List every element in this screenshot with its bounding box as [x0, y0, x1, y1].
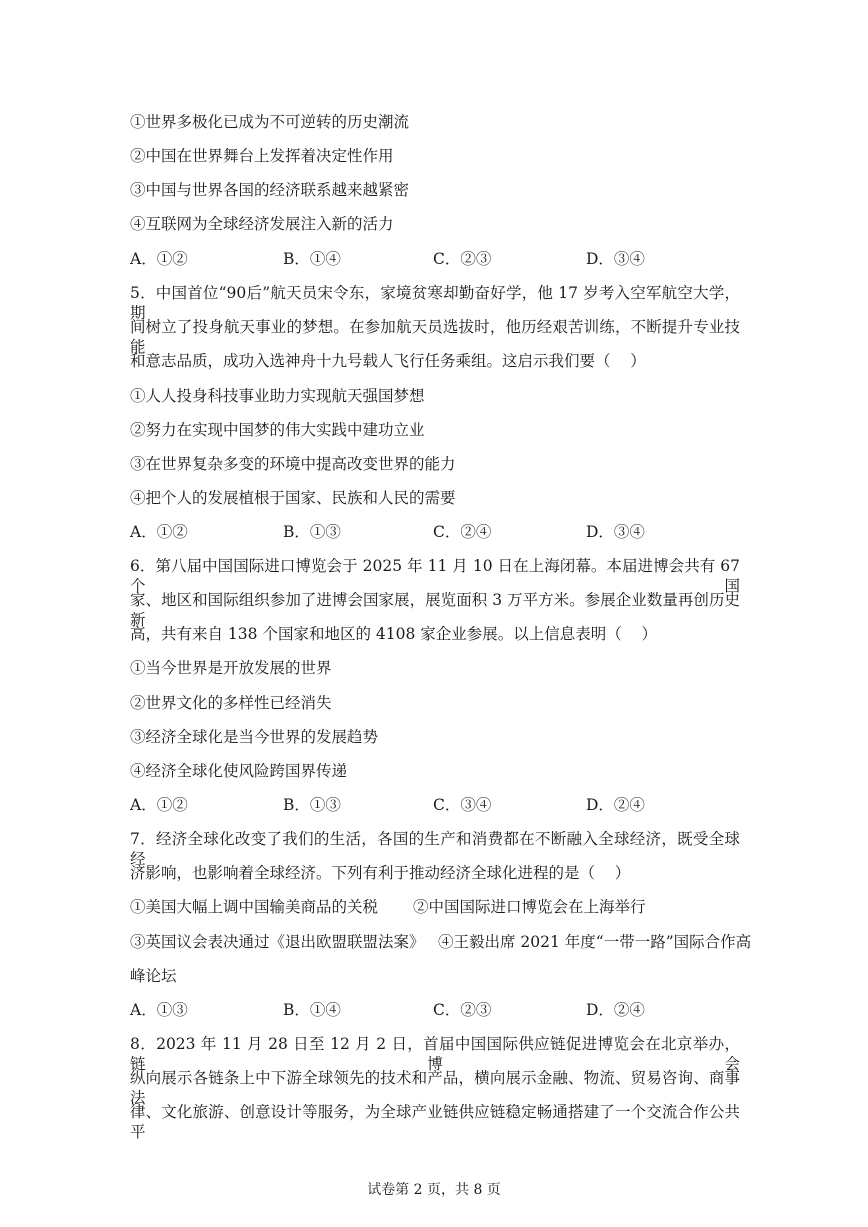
q4-item-1: ①世界多极化已成为不可逆转的历史潮流 [130, 113, 410, 131]
q4-item-4: ④互联网为全球经济发展注入新的活力 [130, 215, 394, 233]
q5-item-4: ④把个人的发展植根于国家、民族和人民的需要 [130, 489, 456, 507]
q5-stem-line-1: 5．中国首位“90后”航天员宋令东，家境贫寒却勤奋好学，他 17 岁考入空军航空大学，期 [130, 284, 740, 322]
q7-item-4: ④王毅出席 2021 年度“一带一路”国际合作高 [438, 933, 752, 951]
q8-stem-line-3: 律、文化旅游、创意设计等服务，为全球产业链供应链稳定畅通搭建了一个交流合作公共平 [130, 1103, 740, 1141]
q5-item-2: ②努力在实现中国梦的伟大实践中建功立业 [130, 421, 425, 439]
q7-item-4-continued: 峰论坛 [130, 967, 177, 985]
q5-stem-line-2: 间树立了投身航天事业的梦想。在参加航天员选拔时，他历经艰苦训练，不断提升专业技能 [130, 318, 740, 356]
q6-item-2: ②世界文化的多样性已经消失 [130, 694, 332, 712]
page-footer: 试卷第 2 页，共 8 页 [367, 1182, 501, 1198]
q7-option-a: A．①③ [130, 1001, 188, 1019]
q4-option-d: D．③④ [586, 250, 645, 268]
q5-item-1: ①人人投身科技事业助力实现航天强国梦想 [130, 387, 425, 405]
q5-option-b: B．①③ [283, 523, 341, 541]
q7-item-1: ①美国大幅上调中国输美商品的关税 [130, 898, 379, 916]
q8-stem-line-2: 纵向展示各链条上中下游全球领先的技术和产品，横向展示金融、物流、贸易咨询、商事法 [130, 1069, 740, 1107]
q7-stem-line-1: 7．经济全球化改变了我们的生活，各国的生产和消费都在不断融入全球经济，既受全球经 [130, 830, 740, 868]
q6-stem-line-1: 6．第八届中国国际进口博览会于 2025 年 11 月 10 日在上海闭幕。本届进博会共有 67 个国 [130, 557, 740, 595]
q7-item-3: ③英国议会表决通过《退出欧盟联盟法案》 [130, 933, 425, 951]
q4-item-3: ③中国与世界各国的经济联系越来越紧密 [130, 181, 410, 199]
q5-option-c: C．②④ [433, 523, 492, 541]
q5-stem-line-3: 和意志品质，成功入选神舟十九号载人飞行任务乘组。这启示我们要（ ） [130, 352, 646, 370]
q7-item-2: ②中国国际进口博览会在上海举行 [413, 898, 646, 916]
q6-stem-line-3: 高，共有来自 138 个国家和地区的 4108 家企业参展。以上信息表明（ ） [130, 625, 657, 643]
q6-option-b: B．①③ [283, 796, 341, 814]
q7-stem-line-2: 济影响，也影响着全球经济。下列有利于推动经济全球化进程的是（ ） [130, 864, 631, 882]
q6-item-3: ③经济全球化是当今世界的发展趋势 [130, 728, 379, 746]
q6-item-4: ④经济全球化使风险跨国界传递 [130, 762, 348, 780]
q7-option-d: D．②④ [586, 1001, 645, 1019]
q6-stem-line-2: 家、地区和国际组织参加了进博会国家展，展览面积 3 万平方米。参展企业数量再创历史新 [130, 591, 740, 629]
q4-option-c: C．②③ [433, 250, 492, 268]
q4-option-a: A．①② [130, 250, 188, 268]
q5-option-d: D．③④ [586, 523, 645, 541]
q7-option-c: C．②③ [433, 1001, 492, 1019]
q6-option-c: C．③④ [433, 796, 492, 814]
q4-item-2: ②中国在世界舞台上发挥着决定性作用 [130, 147, 394, 165]
q5-option-a: A．①② [130, 523, 188, 541]
q5-item-3: ③在世界复杂多变的环境中提高改变世界的能力 [130, 455, 456, 473]
q6-option-a: A．①② [130, 796, 188, 814]
q4-option-b: B．①④ [283, 250, 341, 268]
q7-option-b: B．①④ [283, 1001, 341, 1019]
q6-item-1: ①当今世界是开放发展的世界 [130, 659, 332, 677]
q8-stem-line-1: 8．2023 年 11 月 28 日至 12 月 2 日，首届中国国际供应链促进博览会在北京举办，链博会 [130, 1035, 740, 1073]
q6-option-d: D．②④ [586, 796, 645, 814]
